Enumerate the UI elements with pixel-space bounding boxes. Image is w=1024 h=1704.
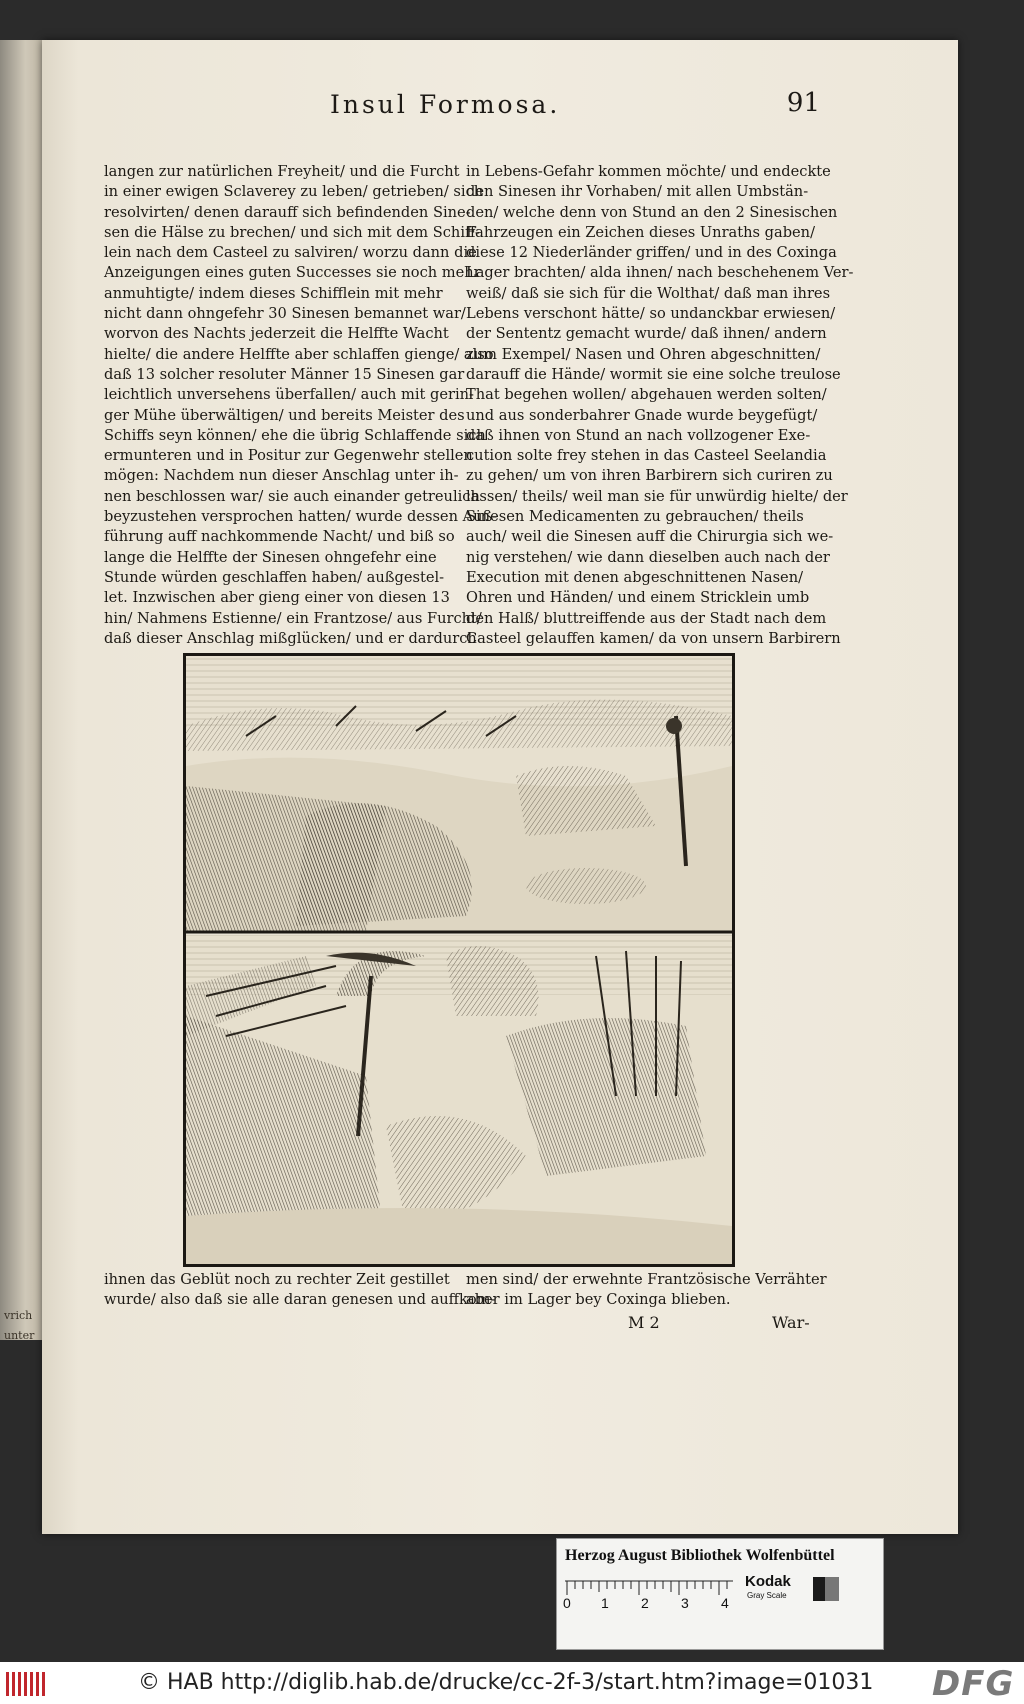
- text-line: Lebens verschont hätte/ so undanckbar erwiesen/: [466, 305, 836, 323]
- text-line: der Sententz gemacht wurde/ daß ihnen/ andern: [466, 325, 827, 343]
- gray-patch: [825, 1577, 839, 1601]
- text-line: Stunde würden geschlaffen haben/ außgestel-: [104, 568, 445, 586]
- text-column-right-bottom: [466, 1270, 827, 1311]
- text-line: in einer ewigen Sclaverey zu leben/ getrieben/ sich: [104, 183, 484, 201]
- engraving-plate: [183, 653, 735, 1267]
- scale-tick-label: 0: [563, 1595, 571, 1611]
- text-line: diese 12 Niederländer griffen/ und in des Coxinga: [466, 244, 837, 262]
- text-line: cution solte frey stehen in das Casteel Seelandia: [466, 447, 827, 465]
- catchword: War-: [772, 1313, 810, 1332]
- scale-card-title: Herzog August Bibliothek Wolfenbüttel: [565, 1547, 835, 1564]
- upper-scene: [186, 656, 732, 932]
- text-line: den/ welche denn von Stund an den 2 Sinesischen: [466, 203, 838, 221]
- text-line: den Halß/ bluttreiffende aus der Stadt nach dem: [466, 609, 827, 627]
- margin-text-line: vrich: [4, 1309, 33, 1322]
- text-line: daß 13 solcher resoluter Männer 15 Sinesen gar: [104, 365, 465, 383]
- ruler-icon: [563, 1575, 737, 1613]
- running-head: [290, 88, 820, 118]
- text-line: Anzeigungen eines guten Successes sie noch mehr: [104, 264, 481, 282]
- text-line: nicht dann ohngefehr 30 Sinesen bemannet war/: [104, 305, 466, 323]
- color-scale-card: [556, 1538, 884, 1650]
- text-line: mögen: Nachdem nun dieser Anschlag unter ih-: [104, 467, 459, 485]
- text-line: That begehen wollen/ abgehauen werden solten/: [466, 386, 827, 404]
- text-line: daß ihnen von Stund an nach vollzogener Exe-: [466, 426, 811, 444]
- text-line: Fahrzeugen ein Zeichen dieses Unraths gaben/: [466, 223, 815, 241]
- running-title: Insul Formosa.: [330, 90, 561, 119]
- text-line: nen beschlossen war/ sie auch einander getreulich: [104, 487, 480, 505]
- kodak-brand: Kodak: [745, 1573, 791, 1590]
- text-line: nig verstehen/ wie dann dieselben auch nach der: [466, 548, 830, 566]
- footer-credit-link[interactable]: © HAB http://diglib.hab.de/drucke/cc-2f-3/start.htm?image=01031: [138, 1670, 874, 1695]
- text-line: leichtlich unversehens überfallen/ auch mit gerin-: [104, 386, 474, 404]
- signature-mark: M 2: [628, 1313, 660, 1332]
- scale-tick-label: 4: [721, 1595, 729, 1611]
- text-line: resolvirten/ denen darauff sich befindenden Sine-: [104, 203, 471, 221]
- scale-tick-label: 3: [681, 1595, 689, 1611]
- text-line: auch/ weil die Sinesen auff die Chirurgia sich we-: [466, 528, 834, 546]
- text-line: Execution mit denen abgeschnittenen Nasen/: [466, 568, 804, 586]
- text-line: hin/ Nahmens Estienne/ ein Frantzose/ aus Furcht/: [104, 609, 482, 627]
- hab-logo-icon: [4, 1668, 48, 1700]
- text-line: worvon des Nachts jederzeit die Helffte Wacht: [104, 325, 449, 343]
- text-line: wurde/ also daß sie alle daran genesen und auffkom-: [104, 1291, 496, 1309]
- scale-tick-label: 1: [601, 1595, 609, 1611]
- text-line: den Sinesen ihr Vorhaben/ mit allen Umbstän-: [466, 183, 809, 201]
- text-line: Sinesen Medicamenten zu gebrauchen/ theils: [466, 508, 804, 526]
- text-line: daß dieser Anschlag mißglücken/ und er dardurch: [104, 629, 477, 647]
- text-line: führung auff nachkommende Nacht/ und biß so: [104, 528, 455, 546]
- scale-tick-label: 2: [641, 1595, 649, 1611]
- text-line: Ohren und Händen/ und einem Stricklein umb: [466, 589, 810, 607]
- text-line: let. Inzwischen aber gieng einer von diesen 13: [104, 589, 450, 607]
- text-line: anmuhtigte/ indem dieses Schifflein mit mehr: [104, 284, 443, 302]
- dfg-logo: DFG: [932, 1664, 1015, 1704]
- engraving-illustration: [186, 656, 732, 1264]
- previous-page-edge: [0, 40, 46, 1343]
- text-column-left-bottom: [104, 1270, 496, 1311]
- text-line: weiß/ daß sie sich für die Wolthat/ daß man ihres: [466, 284, 831, 302]
- text-line: und aus sonderbahrer Gnade wurde beygefügt/: [466, 406, 818, 424]
- text-line: in Lebens-Gefahr kommen möchte/ und endeckte: [466, 163, 831, 180]
- margin-text-line: unter: [4, 1329, 35, 1343]
- text-line: ihnen das Geblüt noch zu rechter Zeit gestillet: [104, 1271, 450, 1288]
- text-line: aber im Lager bey Coxinga blieben.: [466, 1291, 731, 1309]
- text-line: zum Exempel/ Nasen und Ohren abgeschnitten/: [466, 345, 821, 363]
- gray-patch: [813, 1577, 825, 1601]
- text-line: langen zur natürlichen Freyheit/ und die Furcht: [104, 163, 460, 180]
- previous-page-margin-text: [4, 1308, 40, 1349]
- text-line: sen die Hälse zu brechen/ und sich mit dem Schiff-: [104, 223, 480, 241]
- gray-scale-label: Gray Scale: [747, 1591, 787, 1600]
- text-line: Lager brachten/ alda ihnen/ nach beschehenem Ver-: [466, 264, 854, 282]
- text-line: lassen/ theils/ weil man sie für unwürdig hielte/ der: [466, 487, 848, 505]
- text-line: beyzustehen versprochen hatten/ wurde dessen Auß-: [104, 508, 498, 526]
- text-line: darauff die Hände/ wormit sie eine solche treulose: [466, 365, 841, 383]
- text-line: zu gehen/ um von ihren Barbirern sich curiren zu: [466, 467, 833, 485]
- text-line: ermunteren und in Positur zur Gegenwehr stellen: [104, 447, 473, 465]
- text-line: Schiffs seyn können/ ehe die übrig Schlaffende sich: [104, 426, 486, 444]
- text-line: Casteel gelauffen kamen/ da von unsern Barbirern: [466, 629, 841, 647]
- text-line: ger Mühe überwältigen/ und bereits Meister des: [104, 406, 465, 424]
- text-column-right: [466, 162, 854, 649]
- text-line: men sind/ der erwehnte Frantzösische Verrähter: [466, 1271, 827, 1288]
- text-line: hielte/ die andere Helffte aber schlaffen gienge/ also: [104, 345, 494, 363]
- page-number: 91: [786, 88, 820, 118]
- footer-bar: [0, 1662, 1024, 1704]
- text-line: lange die Helffte der Sinesen ohngefehr eine: [104, 548, 437, 566]
- text-line: lein nach dem Casteel zu salviren/ worzu dann die: [104, 244, 477, 262]
- text-column-left: [104, 162, 498, 649]
- lower-scene: [186, 935, 732, 1264]
